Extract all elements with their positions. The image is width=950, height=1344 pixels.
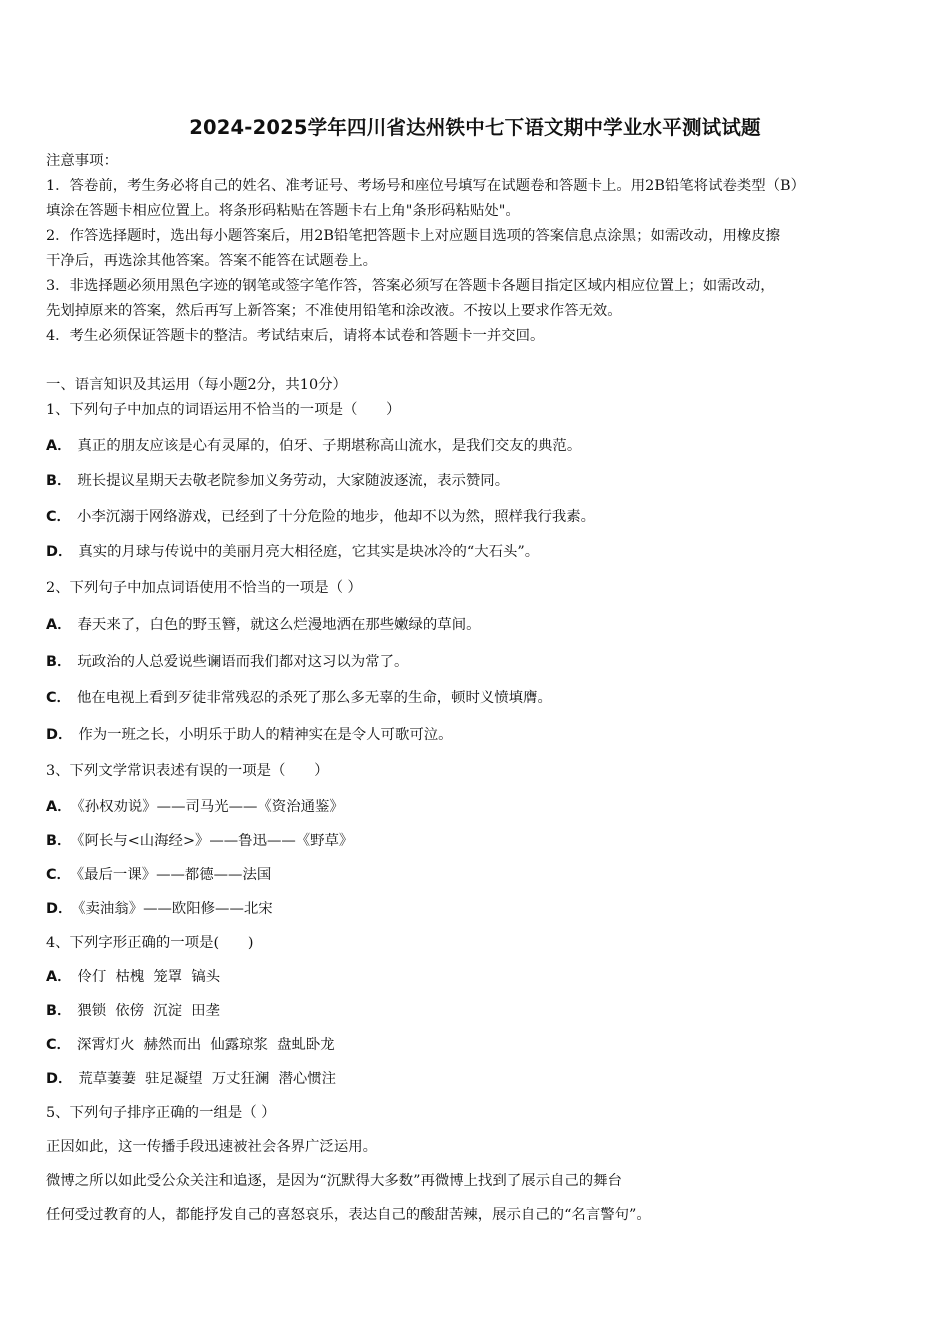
option-text: 春天来了，白色的野玉簪，就这么烂漫地洒在那些嫩绿的草间。 [77,617,481,633]
option-a [46,967,220,987]
option-text: 《孙权劝说》——司马光——《资治通鉴》 [77,799,344,815]
option-a [46,436,581,456]
option-c [46,1035,335,1055]
option-d [46,725,453,745]
option-text: 玩政治的人总爱说些谰语而我们都对这习以为常了。 [77,654,409,670]
option-c [46,688,552,708]
option-text: 伶仃 枯槐 笼罩 镐头 [77,969,221,985]
option-b [46,652,408,672]
sentence-item: 任何受过教育的人，都能抒发自己的喜怒哀乐，表达自己的酸甜苦辣，展示自己的“名言警句”。 [46,1207,651,1223]
option-text: 小李沉溺于网络游戏，已经到了十分危险的地步，他却不以为然，照样我行我素。 [76,509,596,525]
option-label: A． [46,438,72,454]
option-text: 深霄灯火 赫然而出 仙露琼浆 盘虬卧龙 [76,1037,335,1053]
option-d [46,542,539,562]
option-label: B． [46,473,72,489]
notice-line: 2．作答选择题时，选出每小题答案后，用2B铅笔把答题卡上对应题目选项的答案信息点涂黑；如需改动，用橡皮擦 [46,228,781,244]
option-d [46,1069,336,1089]
option-label: C． [46,1037,71,1053]
option-c [46,507,595,527]
option-text: 《最后一课》——都德——法国 [76,867,272,883]
option-label: D． [46,901,73,917]
option-text: 《卖油翁》——欧阳修——北宋 [78,901,273,917]
question-stem: 1、下列句子中加点的词语运用不恰当的一项是（ ） [46,402,401,418]
option-label: A． [46,617,72,633]
notice-line: 4．考生必须保证答题卡的整洁。考试结束后，请将本试卷和答题卡一并交回。 [46,328,545,344]
question-stem: 2、下列句子中加点词语使用不恰当的一项是（ ） [46,580,362,596]
question-stem: 5、下列句子排序正确的一组是（ ） [46,1105,276,1121]
option-text: 猥锁 依傍 沉淀 田垄 [77,1003,220,1019]
option-text: 荒草萋萋 驻足凝望 万丈狂澜 潜心惯注 [78,1071,337,1087]
notice-line: 干净后，再选涂其他答案。答案不能答在试题卷上。 [46,253,377,269]
option-label: C． [46,509,71,525]
option-text: 他在电视上看到歹徒非常残忍的杀死了那么多无辜的生命，顿时义愤填膺。 [76,690,552,706]
option-text: 《阿长与<山海经>》——鲁迅——《野草》 [77,833,354,849]
notice-line: 3．非选择题必须用黑色字迹的钢笔或签字笔作答，答案必须写在答题卡各题目指定区域内相应位置上；如需改动， [46,278,775,294]
option-b [46,471,509,491]
option-a [46,615,480,635]
option-label: C． [46,690,71,706]
notice-heading: 注意事项： [46,153,118,169]
option-label: D． [46,1071,73,1087]
option-b [46,831,353,851]
option-label: D． [46,544,73,560]
option-label: B． [46,1003,72,1019]
option-label: A． [46,799,72,815]
sentence-item: 微博之所以如此受公众关注和追逐，是因为“沉默得大多数”再微博上找到了展示自己的舞台 [46,1173,622,1189]
option-label: B． [46,833,72,849]
option-text: 真实的月球与传说中的美丽月亮大相径庭，它其实是块冰冷的“大石头”。 [78,544,540,560]
question-stem: 3、下列文学常识表述有误的一项是（ ） [46,763,329,779]
notice-line: 1．答卷前，考生务必将自己的姓名、准考证号、考场号和座位号填写在试题卷和答题卡上。用2B铅笔将试卷类型（B） [46,178,805,194]
option-d [46,899,273,919]
page-title: 2024-2025学年四川省达州铁中七下语文期中学业水平测试试题 [189,116,761,139]
option-text: 班长提议星期天去敬老院参加义务劳动，大家随波逐流，表示赞同。 [77,473,510,489]
section-heading: 一、语言知识及其运用（每小题2分，共10分） [46,377,347,393]
option-label: D． [46,727,73,743]
option-text: 作为一班之长，小明乐于助人的精神实在是令人可歌可泣。 [78,727,453,743]
question-stem: 4、下列字形正确的一项是( ) [46,935,254,951]
option-c [46,865,271,885]
option-a [46,797,344,817]
notice-line: 填涂在答题卡相应位置上。将条形码粘贴在答题卡右上角"条形码粘贴处"。 [46,203,520,219]
option-b [46,1001,220,1021]
option-label: C． [46,867,71,883]
notice-line: 先划掉原来的答案，然后再写上新答案；不准使用铅笔和涂改液。不按以上要求作答无效。 [46,303,622,319]
option-text: 真正的朋友应该是心有灵犀的，伯牙、子期堪称高山流水，是我们交友的典范。 [77,438,582,454]
sentence-item: 正因如此，这一传播手段迅速被社会各界广泛运用。 [46,1139,377,1155]
option-label: B． [46,654,72,670]
option-label: A． [46,969,72,985]
